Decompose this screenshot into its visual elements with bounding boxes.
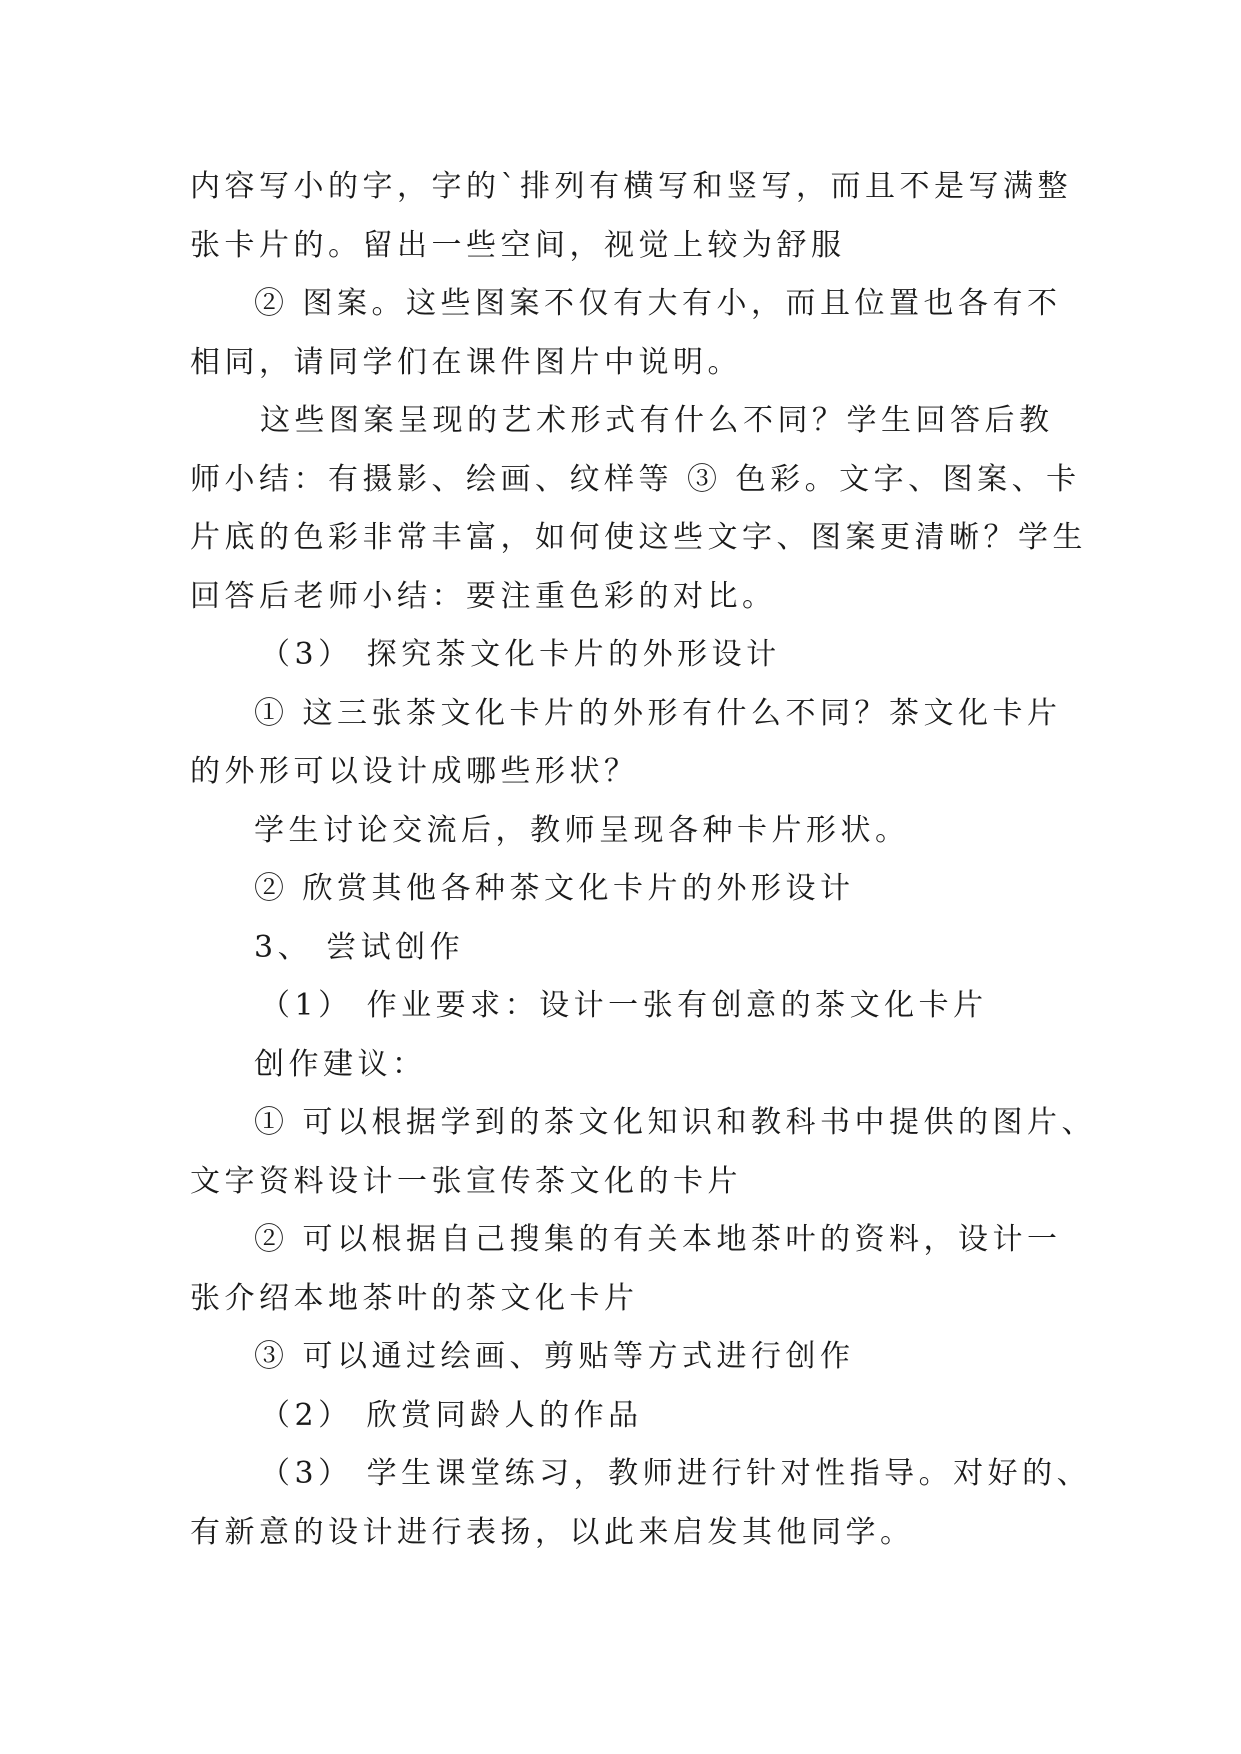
section-heading: （3） 探究茶文化卡片的外形设计 [260,637,781,672]
text-line: （3） 学生课堂练习，教师进行针对性指导。对好的、 [260,1456,1092,1491]
text-line: 张卡片的。留出一些空间，视觉上较为舒服 [190,227,846,263]
text-line: 文字资料设计一张宣传茶文化的卡片 [190,1163,742,1199]
text-line: ① 可以根据学到的茶文化知识和教科书中提供的图片、 [254,1105,1097,1140]
text-line: 内容写小的字，字的`排列有横写和竖写，而且不是写满整 [190,169,1072,204]
text-line: 片底的色彩非常丰富，如何使这些文字、图案更清晰？学生 [190,520,1087,555]
text-line: 学生讨论交流后，教师呈现各种卡片形状。 [254,812,910,848]
document-body [190,158,1097,1562]
text-line: ② 欣赏其他各种茶文化卡片的外形设计 [254,871,855,906]
section-heading: 3、 尝试创作 [254,929,465,965]
text-line: ③ 可以通过绘画、剪贴等方式进行创作 [254,1339,855,1374]
text-line: 回答后老师小结：要注重色彩的对比。 [190,578,777,614]
text-line: ② 可以根据自己搜集的有关本地茶叶的资料，设计一 [254,1222,1062,1257]
text-line: 这些图案呈现的艺术形式有什么不同？学生回答后教 [260,403,1054,438]
section-heading: （1） 作业要求：设计一张有创意的茶文化卡片 [260,988,988,1023]
text-line: 相同，请同学们在课件图片中说明。 [190,344,742,380]
text-line: ① 这三张茶文化卡片的外形有什么不同？茶文化卡片 [254,695,1062,731]
section-heading: （2） 欣赏同龄人的作品 [260,1397,643,1433]
text-line: 有新意的设计进行表扬，以此来启发其他同学。 [190,1514,915,1550]
text-line: 创作建议： [254,1046,427,1082]
text-line: ② 图案。这些图案不仅有大有小，而且位置也各有不 [254,286,1062,321]
text-line: 师小结：有摄影、绘画、纹样等 ③ 色彩。文字、图案、卡 [190,461,1081,497]
text-line: 的外形可以设计成哪些形状？ [190,754,639,789]
text-line: 张介绍本地茶叶的茶文化卡片 [190,1280,639,1316]
